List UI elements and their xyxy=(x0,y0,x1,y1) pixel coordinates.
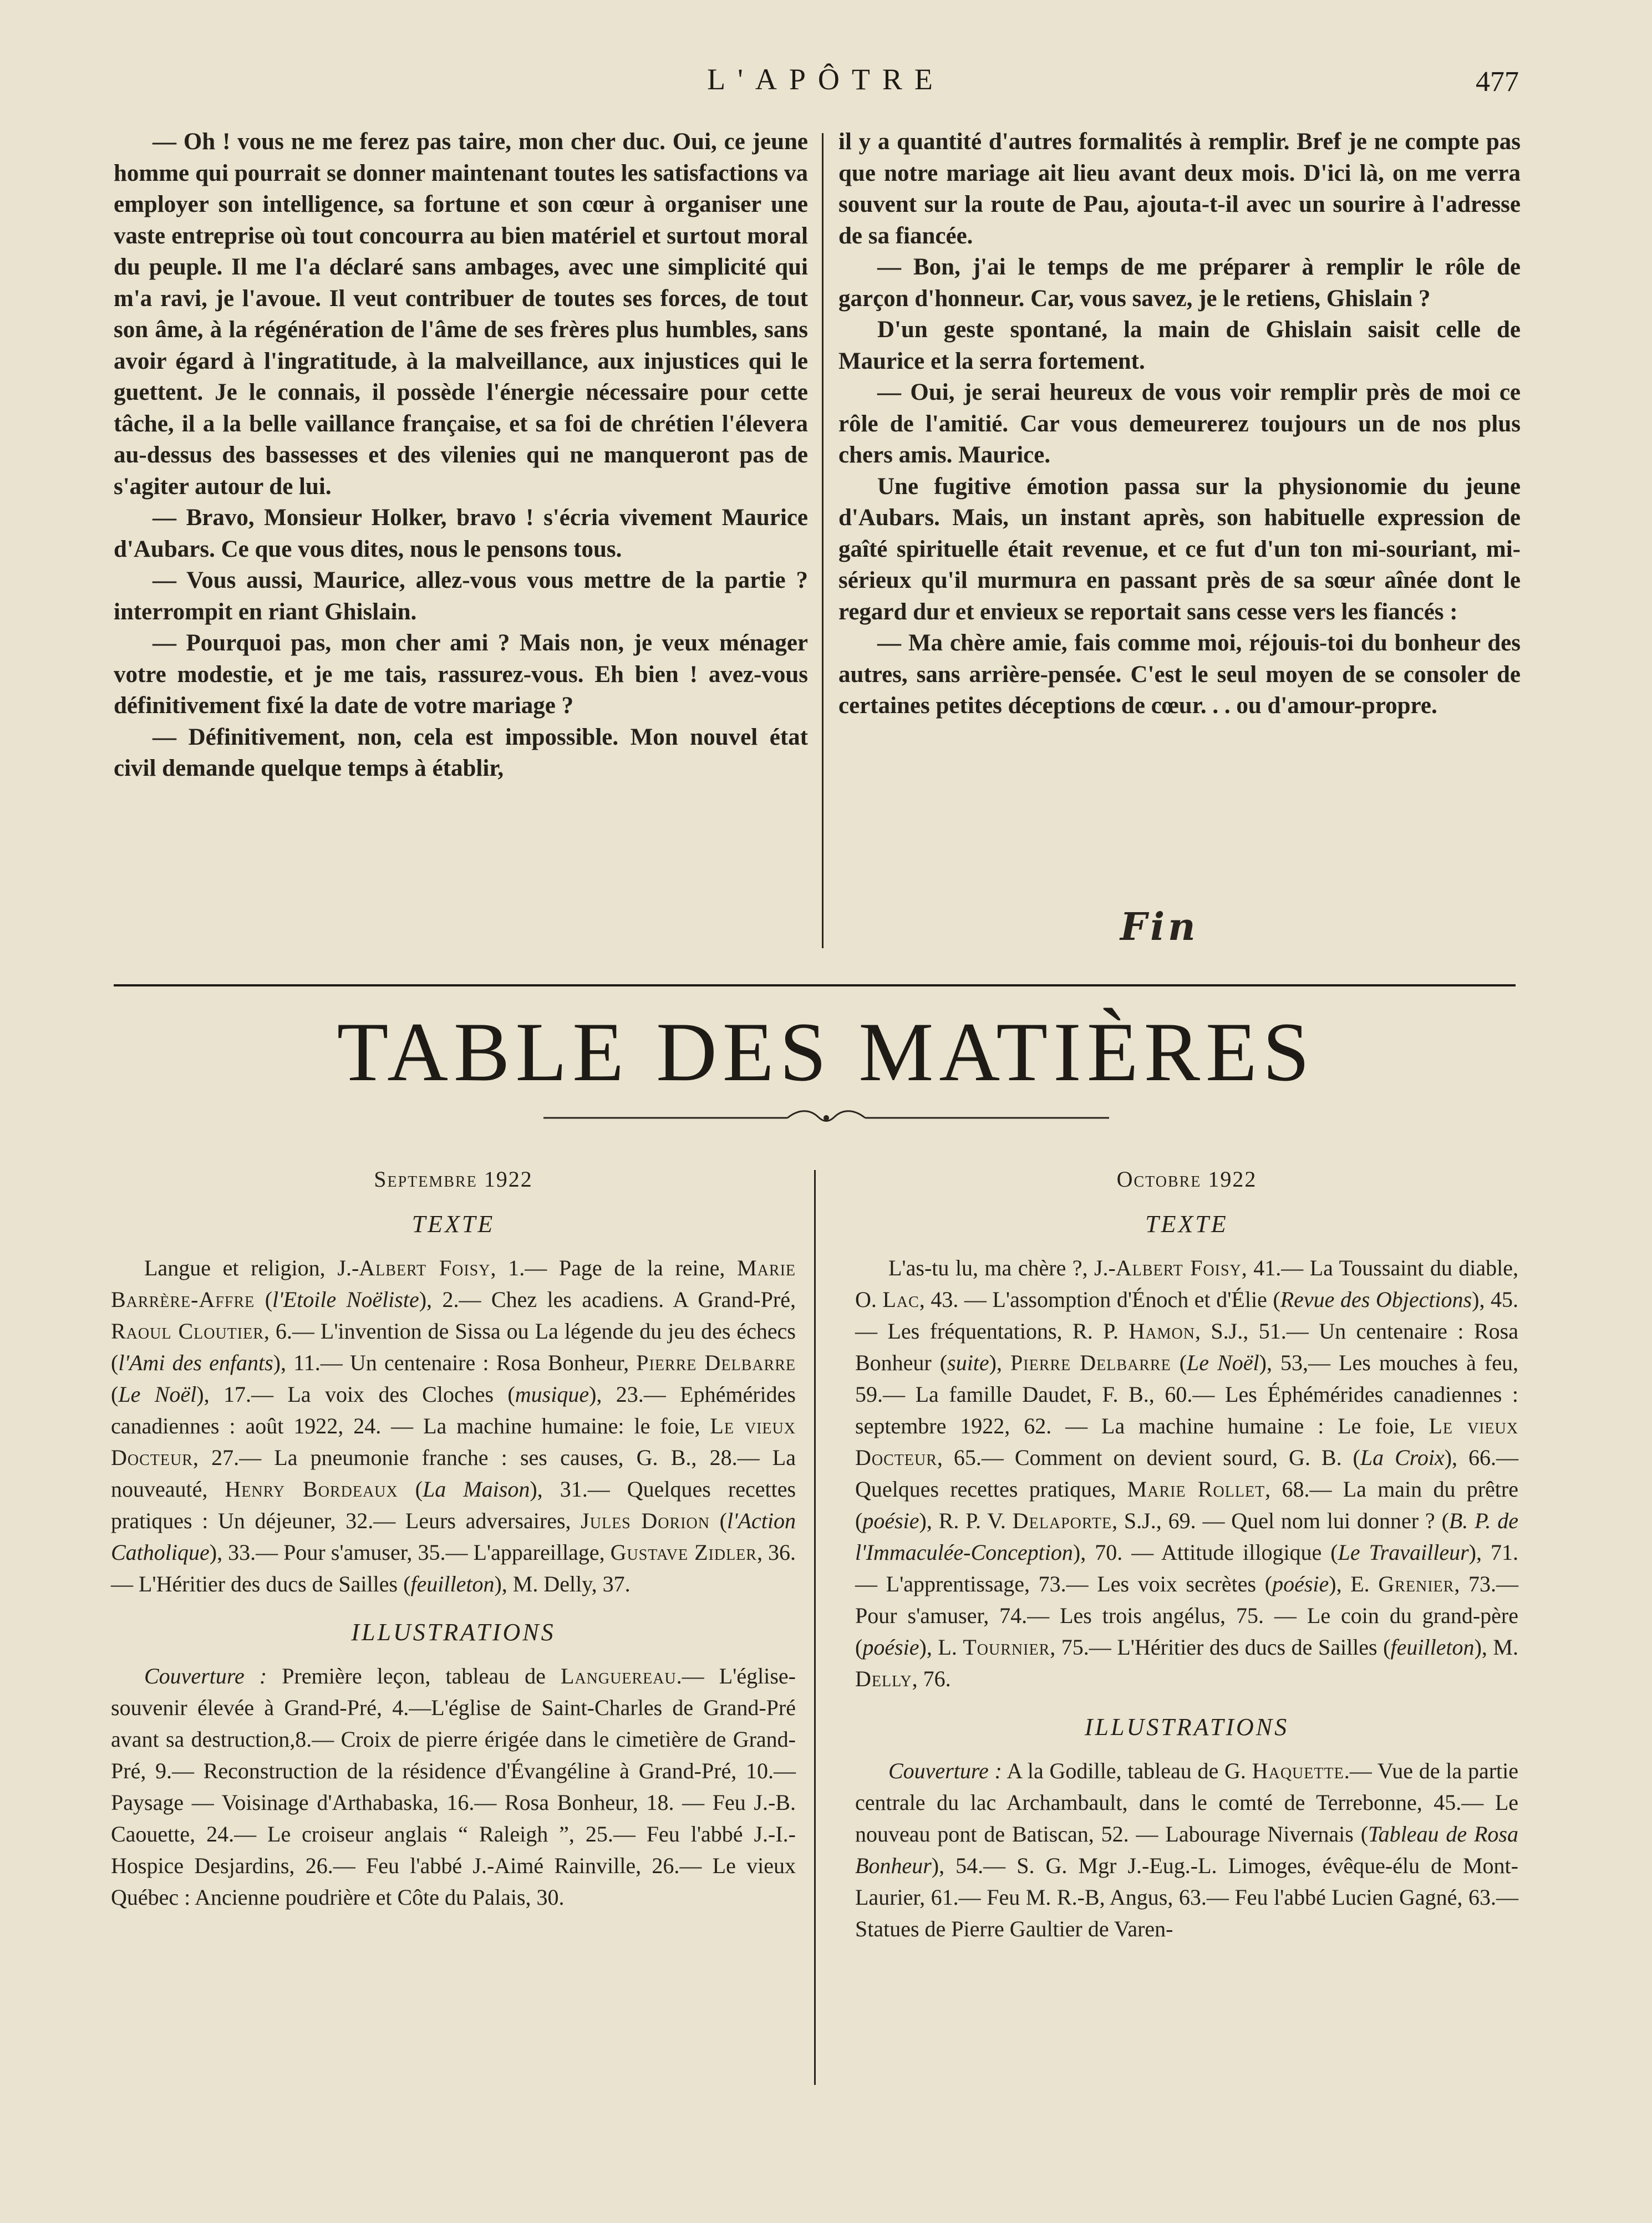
toc-entry-list: Couverture : A la Godille, tableau de G. Haquette.— Vue de la partie centrale du lac Archambault, dans le comté de Terrebonne, 45.— Le nouveau pont de Batiscan, 52. — Labourage Nivernais (Tableau de Rosa Bonheur), 54.— S. G. Mgr J.-Eug.-L. Limoges, évêque-élu de Mont-Laurier, 61.— Feu M. R.-B, Angus, 63.— Feu l'abbé Lucien Gagné, 63.— Statues de Pierre Gaultier de Varen- xyxy=(855,1758,1518,1941)
column-divider-story xyxy=(822,133,824,948)
toc-month-heading: Octobre 1922 xyxy=(1116,1167,1257,1192)
running-header-title: L'APÔTRE xyxy=(707,63,945,96)
section-rule xyxy=(114,984,1516,986)
toc-column-octobre xyxy=(855,1163,1518,1961)
story-paragraph-continuation: il y a quantité d'autres formalités à remplir. Bref je ne compte pas que notre mariage ait lieu avant deux mois. D'ici là, on me verra souvent sur la route de Pau, ajouta-t-il avec un sourire à l'adresse de sa fiancée. xyxy=(838,129,1521,249)
toc-entry-list: L'as-tu lu, ma chère ?, J.-Albert Foisy, 41.— La Toussaint du diable, O. Lac, 43. — L'assomption d'Énoch et d'Élie (Revue des Objections), 45. — Les fréquentations, R. P. Hamon, S.J., 51.— Un centenaire : Rosa Bonheur (suite), Pierre Delbarre (Le Noël), 53,— Les mouches à feu, 59.— La famille Daudet, F. B., 60.— Les Éphémérides canadiennes : septembre 1922, 62. — La machine humaine : Le foie, Le vieux Docteur, 65.— Comment on devient sourd, G. B. (La Croix), 66.— Quelques recettes pratiques, Marie Rollet, 68.— La main du prêtre (poésie), R. P. V. Delaporte, S.J., 69. — Quel nom lui donner ? (B. P. de l'Immaculée-Conception), 70. — Attitude illogique (Le Travailleur), 71. — L'apprentissage, 73.— Les voix secrètes (poésie), E. Grenier, 73.— Pour s'amuser, 74.— Les trois angélus, 75. — Le coin du grand-père (poésie), L. Tournier, 75.— L'Héritier des ducs de Sailles (feuilleton), M. Delly, 76. xyxy=(855,1255,1519,1691)
toc-section-heading-illustrations: ILLUSTRATIONS xyxy=(351,1619,556,1646)
story-paragraph: — Bravo, Monsieur Holker, bravo ! s'écria vivement Maurice d'Aubars. Ce que vous dites, nous le pensons tous. xyxy=(114,505,808,562)
story-paragraph: D'un geste spontané, la main de Ghislain saisit celle de Maurice et la serra fortement. xyxy=(838,317,1521,374)
story-paragraph: — Bon, j'ai le temps de me préparer à remplir le rôle de garçon d'honneur. Car, vous savez, je le retiens, Ghislain ? xyxy=(838,254,1521,312)
toc-section-heading-illustrations: ILLUSTRATIONS xyxy=(1084,1713,1289,1741)
column-divider-toc xyxy=(814,1170,816,2085)
story-paragraph: — Oh ! vous ne me ferez pas taire, mon cher duc. Oui, ce jeune homme qui pourrait se donner maintenant toutes les satisfactions va employer son intelligence, sa fortune et son cœur à organiser une vaste entreprise où tout concourra au bien matériel et surtout moral du peuple. Il me l'a déclaré sans ambages, avec une simplicité qui m'a ravi, je l'avoue. Il veut contribuer de toutes ses forces, de tout son âme, à la régénération de l'âme de ses frères plus humbles, sans avoir égard à l'ingratitude, à la malveillance, aux injustices qui le guettent. Je le connais, il possède l'énergie nécessaire pour cette tâche, il a la belle vaillance française, et sa foi de chrétien l'élevera au-dessus des bassesses et des vilenies qui ne manqueront pas de s'agiter autour de lui. xyxy=(114,129,808,500)
toc-month-heading: Septembre 1922 xyxy=(374,1167,533,1192)
story-column-right xyxy=(838,126,1521,722)
story-paragraph: — Vous aussi, Maurice, allez-vous vous mettre de la partie ? interrompit en riant Ghislain. xyxy=(114,567,808,625)
toc-entry-list: Langue et religion, J.-Albert Foisy, 1.— Page de la reine, Marie Barrère-Affre (l'Etoile Noëliste), 2.— Chez les acadiens. A Grand-Pré, Raoul Cloutier, 6.— L'invention de Sissa ou La légende du jeu des échecs (l'Ami des enfants), 11.— Un centenaire : Rosa Bonheur, Pierre Delbarre (Le Noël), 17.— La voix des Cloches (musique), 23.— Ephémérides canadiennes : août 1922, 24. — La machine humaine: le foie, Le vieux Docteur, 27.— La pneumonie franche : ses causes, G. B., 28.— La nouveauté, Henry Bordeaux (La Maison), 31.— Quelques recettes pratiques : Un déjeuner, 32.— Leurs adversaires, Jules Dorion (l'Action Catholique), 33.— Pour s'amuser, 35.— L'appareillage, Gustave Zidler, 36.— L'Héritier des ducs de Sailles (feuilleton), M. Delly, 37. xyxy=(111,1255,796,1596)
story-paragraph: Une fugitive émotion passa sur la physionomie du jeune d'Aubars. Mais, un instant après, son habituelle expression de gaîté spirituelle était revenue, et ce fut d'un ton mi-souriant, mi-sérieux qu'il murmura en passant près de sa sœur aînée dont le regard dur et envieux se reportait sans cesse vers les fiancés : xyxy=(838,473,1521,625)
toc-title: TABLE DES MATIÈRES xyxy=(337,1005,1315,1098)
story-column-left xyxy=(114,126,808,785)
page-number: 477 xyxy=(1476,66,1519,98)
toc-entry-list: Couverture : Première leçon, tableau de Languereau.— L'église-souvenir élevée à Grand-Pré, 4.—L'église de Saint-Charles de Grand-Pré avant sa destruction,8.— Croix de pierre érigée dans le cimetière de Grand-Pré, 9.— Reconstruction de la résidence d'Évangéline à Grand-Pré, 10.— Paysage — Voisinage d'Arthabaska, 16.— Rosa Bonheur, 18. — Feu J.-B. Caouette, 24.— Le croiseur anglais “ Raleigh ”, 25.— Feu l'abbé J.-I.-Hospice Desjardins, 26.— Feu l'abbé J.-Aimé Rainville, 26.— Le vieux Québec : Ancienne poudrière et Côte du Palais, 30. xyxy=(111,1664,796,1910)
toc-section-heading-texte: TEXTE xyxy=(411,1210,495,1238)
story-paragraph: — Pourquoi pas, mon cher ami ? Mais non, je veux ménager votre modestie, et je me tais, rassurez-vous. Eh bien ! avez-vous définitivement fixé la date de votre mariage ? xyxy=(114,630,808,719)
story-paragraph: — Définitivement, non, cela est impossible. Mon nouvel état civil demande quelque temps à établir, xyxy=(114,724,808,781)
toc-column-septembre xyxy=(111,1163,796,1930)
story-paragraph: — Ma chère amie, fais comme moi, réjouis-toi du bonheur des autres, sans arrière-pensée. C'est le seul moyen de se consoler de certaines petites déceptions de cœur. . . ou d'amour-propre. xyxy=(838,630,1521,719)
ornament-divider xyxy=(543,1105,1109,1132)
story-paragraph: — Oui, je serai heureux de vous voir remplir près de moi ce rôle de l'amitié. Car vous demeurerez toujours un de nos plus chers amis. Maurice. xyxy=(838,379,1521,468)
fin-mark: Fin xyxy=(1120,905,1199,949)
toc-section-heading-texte: TEXTE xyxy=(1145,1210,1228,1238)
